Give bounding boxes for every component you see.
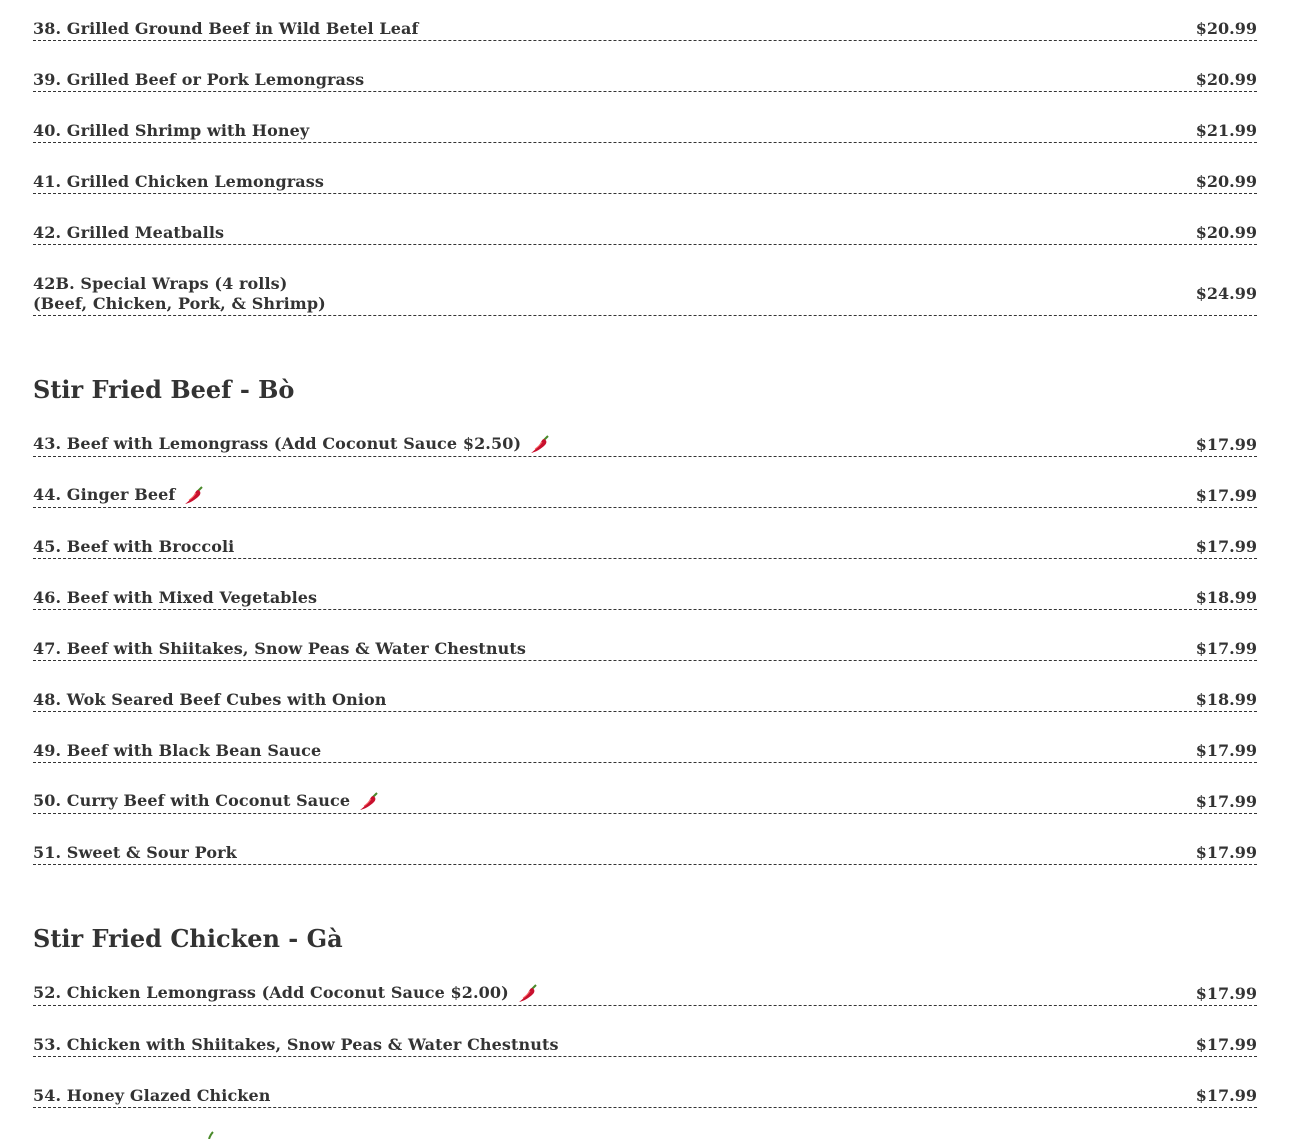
item-price: $20.99 <box>1195 70 1257 89</box>
item-name: 39. Grilled Beef or Pork Lemongrass <box>33 70 365 89</box>
item-name: 41. Grilled Chicken Lemongrass <box>33 172 324 191</box>
menu-item <box>33 689 1257 712</box>
chili-pepper-icon <box>529 433 553 455</box>
item-name-text: 43. Beef with Lemongrass (Add Coconut Sauce $2.50) <box>33 434 522 453</box>
chili-pepper-icon <box>358 790 382 812</box>
item-price: $20.99 <box>1195 19 1257 38</box>
menu-item <box>33 433 1257 457</box>
item-name-text: 44. Ginger Beef <box>33 485 176 504</box>
menu-item <box>33 1034 1257 1057</box>
item-price: $21.99 <box>1195 121 1257 140</box>
item-name-line1: 42B. Special Wraps (4 rolls) <box>33 274 288 293</box>
section-title: Stir Fried Beef - Bò <box>33 375 295 404</box>
item-name-line2: (Beef, Chicken, Pork, & Shrimp) <box>33 294 326 313</box>
menu-item <box>33 69 1257 92</box>
menu-item <box>33 120 1257 143</box>
item-name: 51. Sweet & Sour Pork <box>33 843 237 862</box>
chili-pepper-icon <box>203 1131 217 1139</box>
menu-item <box>33 484 1257 508</box>
item-price: $17.99 <box>1195 537 1257 556</box>
item-name: 40. Grilled Shrimp with Honey <box>33 121 310 140</box>
item-price: $17.99 <box>1195 843 1257 862</box>
menu-item <box>33 740 1257 763</box>
item-name: 42. Grilled Meatballs <box>33 223 225 242</box>
item-price: $17.99 <box>1195 639 1257 658</box>
section-title: Stir Fried Chicken - Gà <box>33 924 343 953</box>
item-name <box>33 484 207 506</box>
menu-item <box>33 790 1257 814</box>
item-name-text: 52. Chicken Lemongrass (Add Coconut Sauce $2.00) <box>33 983 509 1002</box>
menu-item <box>33 536 1257 559</box>
menu-item <box>33 982 1257 1006</box>
menu-item <box>33 1085 1257 1108</box>
chili-pepper-icon <box>183 484 207 506</box>
item-price: $20.99 <box>1195 223 1257 242</box>
item-name <box>33 982 541 1004</box>
menu-item <box>33 638 1257 661</box>
menu-item <box>33 587 1257 610</box>
item-price: $17.99 <box>1195 741 1257 760</box>
menu-item <box>33 171 1257 194</box>
item-name: 38. Grilled Ground Beef in Wild Betel Leaf <box>33 19 419 38</box>
item-price: $17.99 <box>1195 1035 1257 1054</box>
item-price: $20.99 <box>1195 172 1257 191</box>
item-name: 54. Honey Glazed Chicken <box>33 1086 271 1105</box>
item-name: 46. Beef with Mixed Vegetables <box>33 588 318 607</box>
item-name <box>33 274 326 314</box>
item-name-text: 50. Curry Beef with Coconut Sauce <box>33 791 351 810</box>
item-price: $24.99 <box>1195 283 1257 303</box>
item-price: $17.99 <box>1195 435 1257 454</box>
menu-item <box>33 18 1257 41</box>
item-name: 45. Beef with Broccoli <box>33 537 235 556</box>
item-price: $17.99 <box>1195 792 1257 811</box>
item-name: 48. Wok Seared Beef Cubes with Onion <box>33 690 387 709</box>
chili-pepper-icon <box>517 982 541 1004</box>
item-name <box>33 433 553 455</box>
item-name: 47. Beef with Shiitakes, Snow Peas & Water Chestnuts <box>33 639 526 658</box>
item-name: 53. Chicken with Shiitakes, Snow Peas & Water Chestnuts <box>33 1035 559 1054</box>
item-price: $17.99 <box>1195 486 1257 505</box>
menu-item <box>33 222 1257 245</box>
item-price: $17.99 <box>1195 984 1257 1003</box>
item-price: $18.99 <box>1195 588 1257 607</box>
menu-item <box>33 842 1257 865</box>
menu-item <box>33 273 1257 316</box>
item-price: $18.99 <box>1195 690 1257 709</box>
item-name: 49. Beef with Black Bean Sauce <box>33 741 322 760</box>
item-price: $17.99 <box>1195 1086 1257 1105</box>
item-name <box>33 790 382 812</box>
